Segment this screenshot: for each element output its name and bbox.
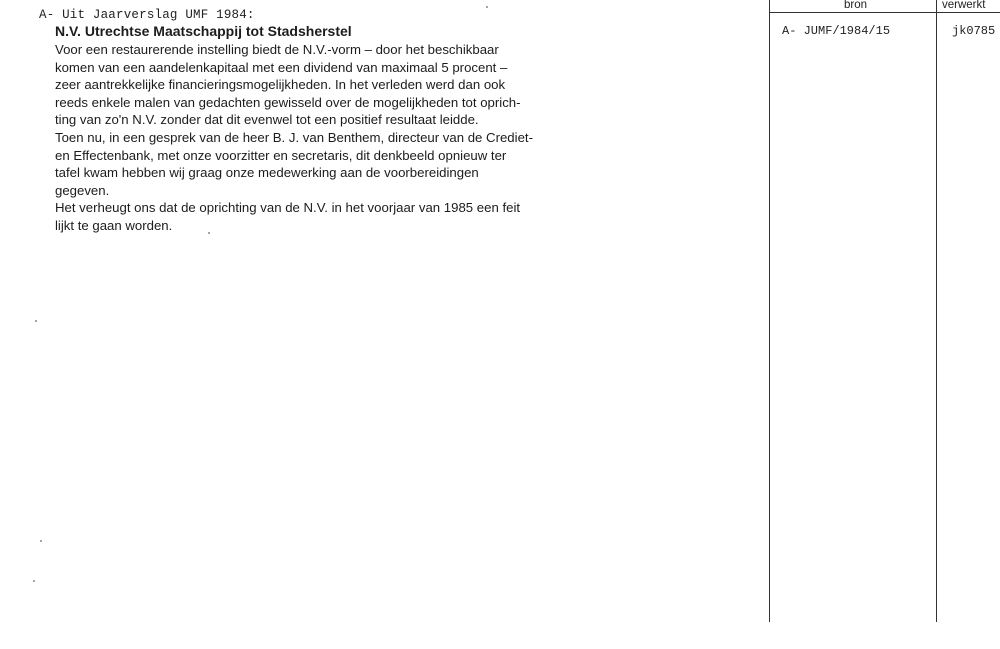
text-line: tafel kwam hebben wij graag onze medewerking aan de voorbereidingen (55, 165, 479, 181)
text-line: komen van een aandelenkapitaal met een dividend van maximaal 5 procent – (55, 59, 508, 75)
text-line: ting van zo'n N.V. zonder dat dit evenwel tot een positief resultaat leidde. (55, 112, 479, 128)
scan-speck (40, 540, 42, 542)
scan-speck (208, 232, 210, 234)
typed-source-line: A- Uit Jaarverslag UMF 1984: (39, 8, 255, 22)
bron-column-header: bron (844, 0, 868, 11)
text-line: zeer aantrekkelijke financieringsmogelijkheden. In het verleden werd dan ook (55, 77, 506, 93)
text-line: reeds enkele malen van gedachten gewisseld over de mogelijkheden tot oprich- (55, 94, 521, 110)
scan-speck (35, 320, 37, 322)
text-line: Toen nu, in een gesprek van de heer B. J. van Benthem, directeur van de Crediet- (55, 129, 533, 145)
article-title: N.V. Utrechtse Maatschappij tot Stadsherstel (55, 23, 352, 39)
article-paragraph-3 (55, 199, 585, 234)
text-line: gegeven. (55, 182, 110, 198)
column-divider-right (936, 0, 937, 622)
verwerkt-value: jk0785 (952, 24, 996, 38)
bron-value: A- JUMF/1984/15 (782, 24, 891, 38)
column-divider-left (769, 0, 770, 622)
text-line: lijkt te gaan worden. (55, 217, 173, 233)
verwerkt-column-header: verwerkt (942, 0, 986, 11)
scan-speck (33, 580, 35, 582)
column-header-rule (769, 12, 1000, 13)
article-paragraph-1 (55, 41, 585, 129)
text-line: Voor een restaurerende instelling biedt de N.V.-vorm – door het beschikbaar (55, 42, 499, 57)
scan-speck (486, 6, 488, 8)
article-clipping (55, 22, 585, 235)
text-line: Het verheugt ons dat de oprichting van de N.V. in het voorjaar van 1985 een feit (55, 200, 521, 216)
text-line: en Effectenbank, met onze voorzitter en secretaris, dit denkbeeld opnieuw ter (55, 147, 507, 163)
article-paragraph-2 (55, 129, 585, 199)
